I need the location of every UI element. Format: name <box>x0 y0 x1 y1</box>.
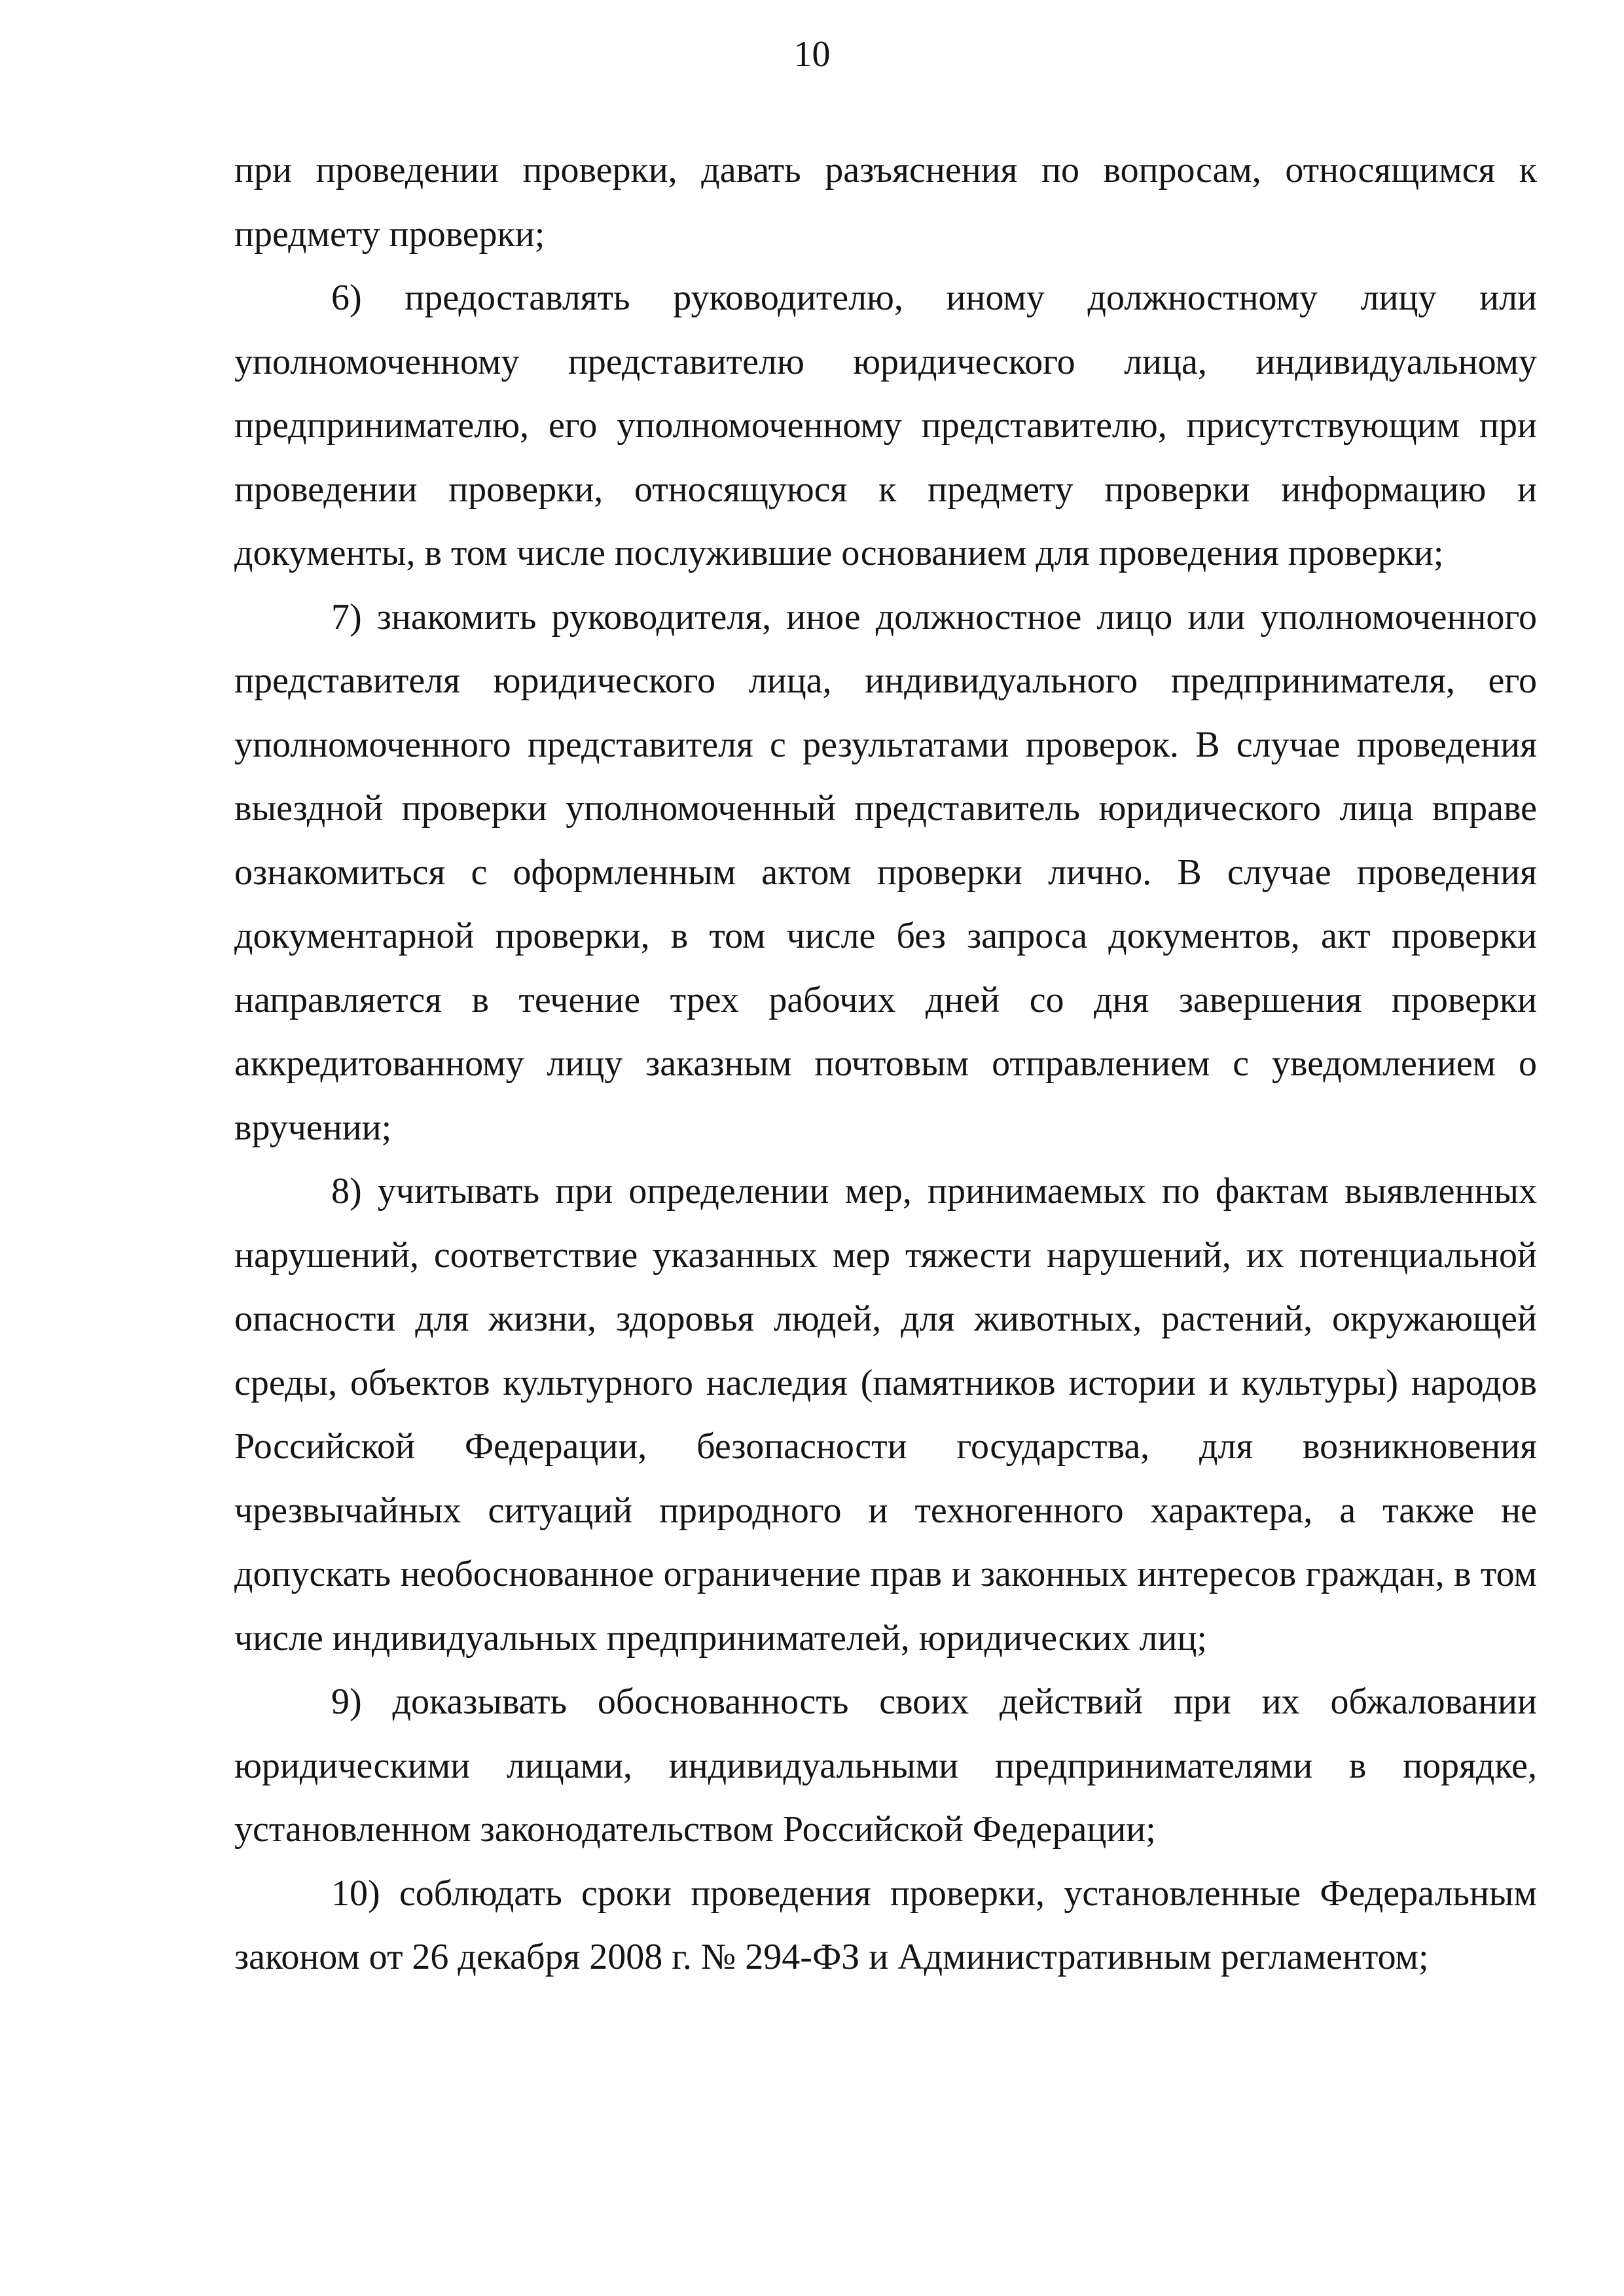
paragraph-item-8: 8) учитывать при определении мер, принимаемых по фактам выявленных нарушений, соответствие указанных мер тяжести нарушений, их потенциальной опасности для жизни, здоровья людей, для животных, растений, окружающей среды, объектов культурного наследия (памятников истории и культуры) народов Российской Федерации, безопасности государства, для возникновения чрезвычайных ситуаций природного и техногенного характера, а также не допускать необоснованное ограничение прав и законных интересов граждан, в том числе индивидуальных предпринимателей, юридических лиц; <box>234 1171 1537 1659</box>
paragraph-item-9: 9) доказывать обоснованность своих действий при их обжаловании юридическими лицами, индивидуальными предпринимателями в порядке, установленном законодательством Российской Федерации; <box>234 1681 1537 1850</box>
document-body <box>234 139 1537 1990</box>
page-number: 10 <box>793 34 831 75</box>
paragraph-continuation: при проведении проверки, давать разъяснения по вопросам, относящимся к предмету проверки; <box>234 150 1537 255</box>
paragraph-item-6: 6) предоставлять руководителю, иному должностному лицу или уполномоченному представителю юридического лица, индивидуальному предпринимателю, его уполномоченному представителю, присутствующим при проведении проверки, относящуюся к предмету проверки информацию и документы, в том числе послужившие основанием для проведения проверки; <box>234 278 1537 573</box>
paragraph-item-7: 7) знакомить руководителя, иное должностное лицо или уполномоченного представителя юридического лица, индивидуального предпринимателя, его уполномоченного представителя с результатами проверок. В случае проведения выездной проверки уполномоченный представитель юридического лица вправе ознакомиться с оформленным актом проверки лично. В случае проведения документарной проверки, в том числе без запроса документов, акт проверки направляется в течение трех рабочих дней со дня завершения проверки аккредитованному лицу заказным почтовым отправлением с уведомлением о вручении; <box>234 596 1537 1148</box>
paragraph-item-10: 10) соблюдать сроки проведения проверки, установленные Федеральным законом от 26 декабря 2008 г. № 294-ФЗ и Административным регламентом; <box>234 1873 1537 1977</box>
